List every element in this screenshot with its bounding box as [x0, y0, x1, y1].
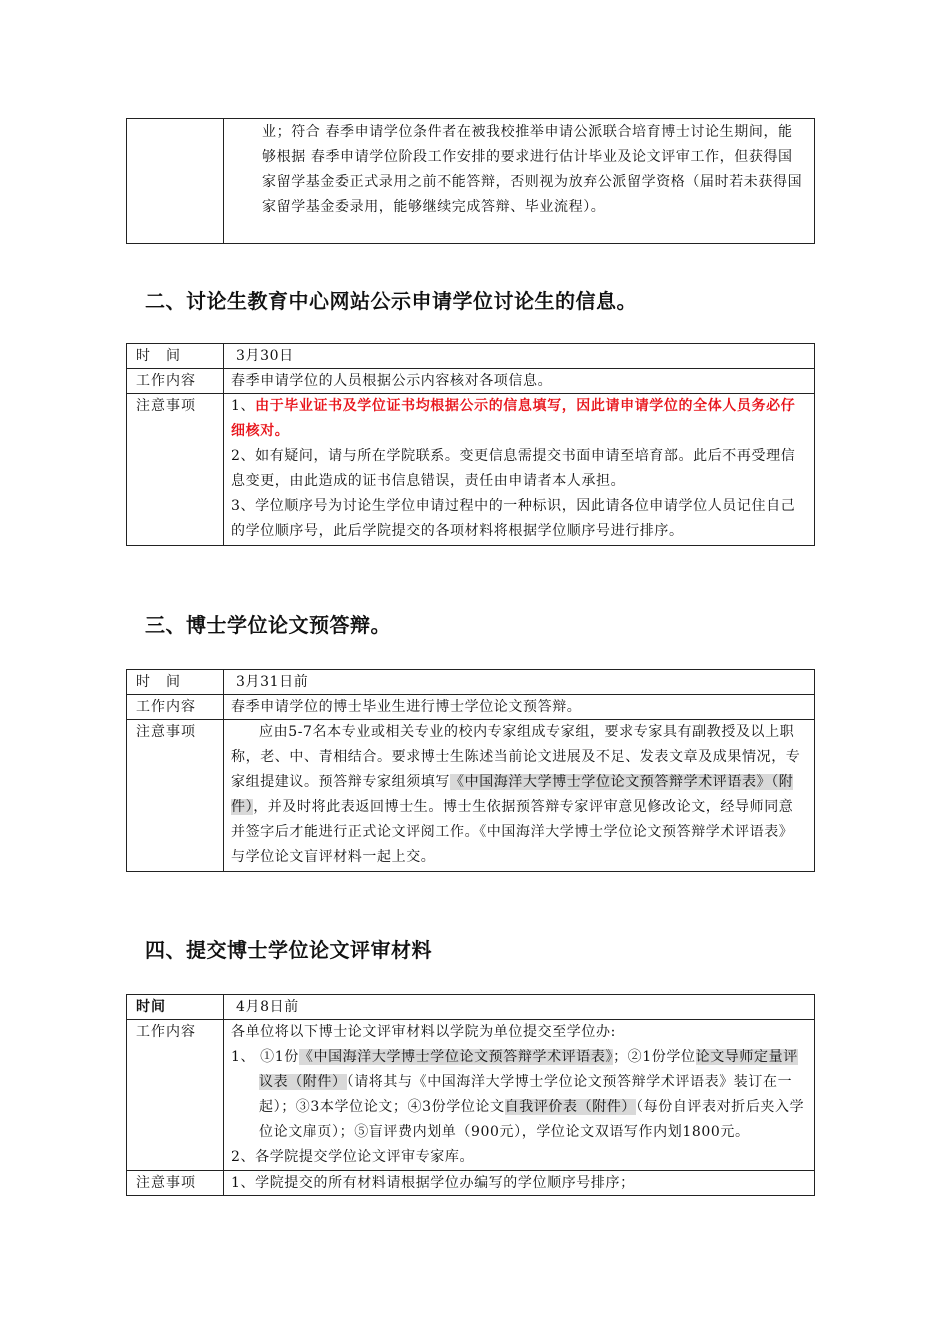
note3: 3、学位顺序号为讨论生学位申请过程中的一种标识，因此请各位申请学位人员记住自己的学位顺序号，此后学院提交的各项材料将根据学位顺序号进行排序。: [231, 498, 796, 539]
time-value: 3月30日: [224, 344, 815, 369]
content-value: 春季申请学位的博士毕业生进行博士学位论文预答辩。: [224, 695, 815, 720]
content-item1: [231, 1045, 807, 1145]
section3-heading: 三、博士学位论文预答辩。: [145, 613, 391, 637]
section1-continuation-text: 业；符合 春季申请学位条件者在被我校推举申请公派联合培育博士讨论生期间，能够根据 春季申请学位阶段工作安排的要求进行估计毕业及论文评审工作，但获得国家留学基金委正式录用之前不能答辩，否则视为放弃公派留学资格（届时若未获得国家留学基金委录用，能够继续完成答辩、毕业流程）。: [262, 124, 803, 215]
note2: 2、如有疑问，请与所在学院联系。变更信息需提交书面申请至培育部。此后不再受理信息变更，由此造成的证书信息错误，责任由申请者本人承担。: [231, 448, 796, 489]
content-label: 工作内容: [127, 695, 224, 720]
notes-paragraph: [231, 720, 807, 870]
item1-self-eval-reference: 自我评价表（附件）: [504, 1099, 637, 1115]
empty-label-cell: [127, 119, 224, 244]
time-label: 时间: [127, 995, 224, 1020]
notes-label: 注意事项: [127, 720, 224, 872]
notes-text-part2: ，并及时将此表返回博士生。博士生依据预答辩专家评审意见修改论文，经导师同意并签字后才能进行正式论文评阅工作。《中国海洋大学博士学位论文预答辩学术评语表》与学位论文盲评材料一起上交。: [231, 799, 794, 865]
notes-value: 1、学院提交的所有材料请根据学位办编写的学位顺序号排序；: [224, 1171, 815, 1196]
item1-text-d: （每份自评表对折后夹入学位论文扉页）；⑤盲评费内划单（900元），学位论文双语写作内划1800元。: [259, 1099, 805, 1140]
item1-form-reference: 《中国海洋大学博士学位论文预答辩学术评语表》: [298, 1049, 614, 1065]
content-cell: [224, 1020, 815, 1171]
content-label: 工作内容: [127, 1020, 224, 1171]
attachment-reference: 《中国海洋大学博士学位论文预答辩学术评语表》（附件）: [231, 774, 794, 815]
content-label: 工作内容: [127, 369, 224, 394]
note1: [231, 394, 807, 444]
section4-heading: 四、提交博士学位论文评审材料: [145, 938, 432, 962]
item1-text-a: 1、 ①1份: [231, 1049, 299, 1065]
section1-text-cell: [224, 119, 815, 244]
item1-text-c: （请将其与《中国海洋大学博士学位论文预答辩学术评语表》装订在一起）；③3本学位论文；④3份学位论文: [259, 1074, 793, 1115]
content-item2: 2、各学院提交学位论文评审专家库。: [231, 1149, 475, 1165]
notes-label: 注意事项: [127, 394, 224, 546]
notes-label: 注意事项: [127, 1171, 224, 1196]
notes-cell: [224, 720, 815, 872]
section4-table: [126, 994, 815, 1196]
section2-table: [126, 343, 815, 546]
time-label: 时 间: [127, 670, 224, 695]
item1-advisor-form-reference: 论文导师定量评议表（附件）: [259, 1049, 798, 1090]
content-intro: 各单位将以下博士论文评审材料以学院为单位提交至学位办:: [231, 1024, 616, 1040]
time-label: 时 间: [127, 344, 224, 369]
note1-warning: 由于毕业证书及学位证书均根据公示的信息填写，因此请申请学位的全体人员务必仔细核对。: [231, 398, 796, 439]
item1-text-b: ；②1份学位: [613, 1049, 696, 1065]
time-value: 3月31日前: [224, 670, 815, 695]
section3-table: [126, 669, 815, 872]
content-value: 春季申请学位的人员根据公示内容核对各项信息。: [224, 369, 815, 394]
section2-heading: 二、讨论生教育中心网站公示申请学位讨论生的信息。: [145, 289, 637, 313]
section1-continuation-table: [126, 118, 815, 244]
note1-prefix: 1、: [231, 398, 256, 414]
notes-cell: [224, 394, 815, 546]
notes-text-part1: 应由5-7名本专业或相关专业的校内专家组成专家组，要求专家具有副教授及以上职称，老、中、青相结合。要求博士生陈述当前论文进展及不足、发表文章及成果情况，专家组提建议。预答辩专家组须填写: [231, 724, 801, 790]
time-value: 4月8日前: [224, 995, 815, 1020]
